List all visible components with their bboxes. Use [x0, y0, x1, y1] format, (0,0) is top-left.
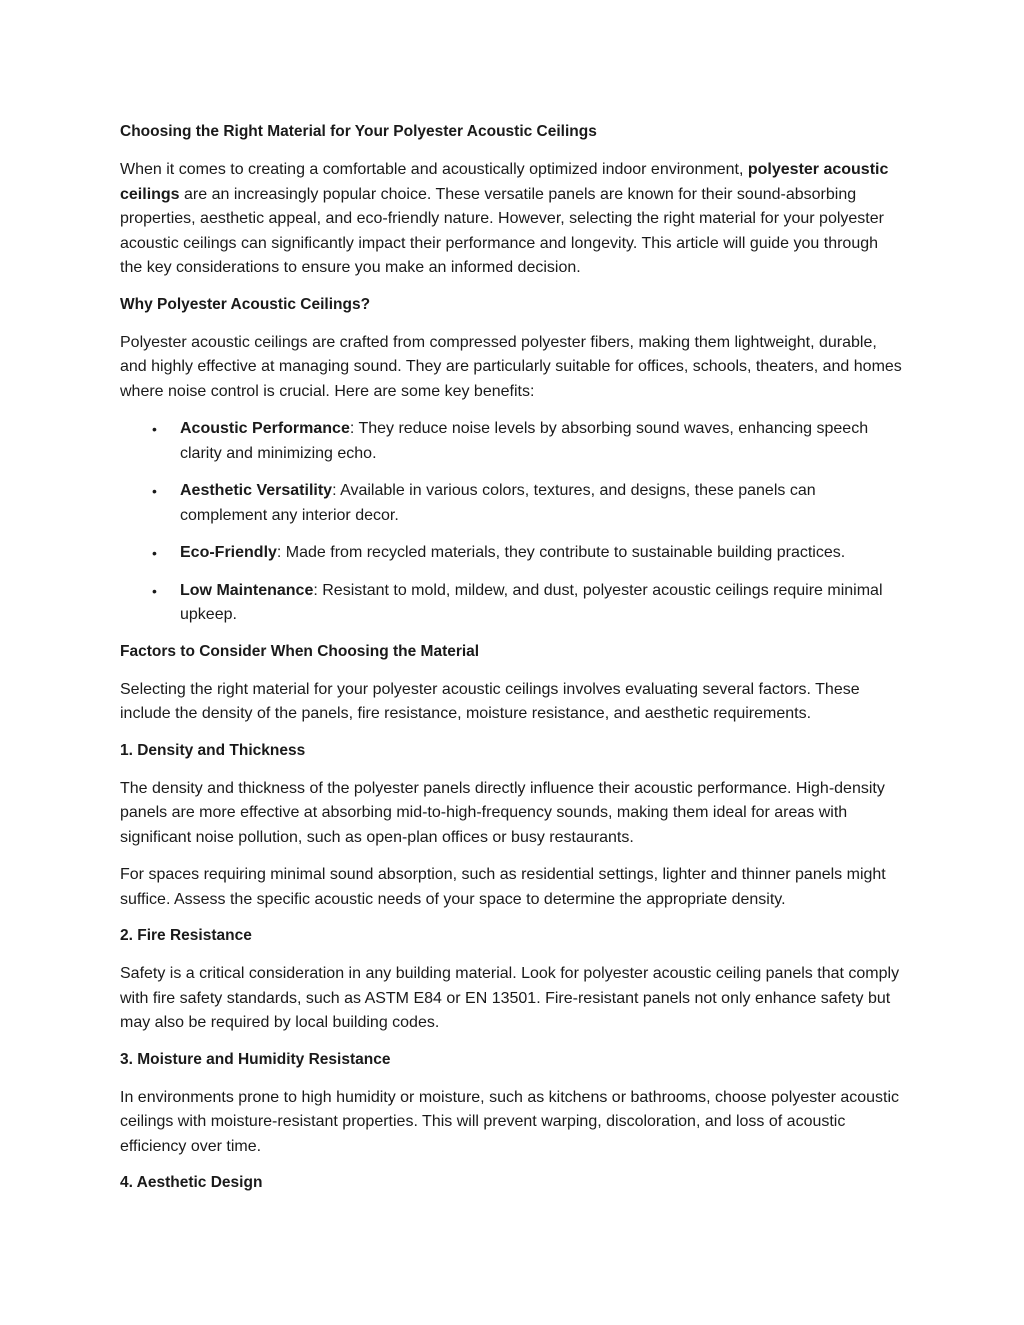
moisture-paragraph: In environments prone to high humidity or moisture, such as kitchens or bathrooms, choose polyester acoustic ceilings with moisture-resistant properties. This will prevent warping, discoloration, and loss of acoustic efficiency over time.	[120, 1088, 900, 1155]
list-item	[152, 579, 904, 628]
benefit-text: : They reduce noise levels by absorbing sound waves, enhancing speech clarity and minimizing echo.	[180, 420, 869, 462]
benefit-term: Acoustic Performance	[180, 420, 350, 437]
benefit-term: Eco-Friendly	[180, 544, 277, 561]
benefit-term: Low Maintenance	[180, 581, 314, 599]
bullet-icon: •	[152, 483, 157, 499]
aesthetic-heading: 4. Aesthetic Design	[120, 1174, 263, 1191]
bullet-icon: •	[152, 421, 157, 437]
benefit-text: : Available in various colors, textures, and designs, these panels can complement any interior decor.	[180, 482, 816, 524]
why-paragraph: Polyester acoustic ceilings are crafted from compressed polyester fibers, making them lightweight, durable, and highly effective at managing sound. They are particularly suitable for offices, schools, theaters, and homes where noise control is crucial. Here are some key benefits:	[120, 333, 902, 400]
benefits-list	[120, 417, 904, 628]
article-title: Choosing the Right Material for Your Polyester Acoustic Ceilings	[120, 123, 597, 140]
fire-paragraph: Safety is a critical consideration in any building material. Look for polyester acoustic ceiling panels that comply with fire safety standards, such as ASTM E84 or EN 13501. Fire-resistant panels not only enhance safety but may also be required by local building codes.	[120, 965, 900, 1031]
intro-text-end: are an increasingly popular choice. These versatile panels are known for their sound-absorbing properties, aesthetic appeal, and eco-friendly nature. However, selecting the right material for your polyester acoustic ceilings can significantly impact their performance and longevity. This article will guide you through the key considerations to ensure you make an informed decision.	[120, 185, 884, 276]
bullet-icon: •	[152, 545, 157, 561]
factors-heading: Factors to Consider When Choosing the Material	[120, 642, 480, 660]
moisture-heading: 3. Moisture and Humidity Resistance	[120, 1050, 391, 1068]
benefit-text: : Resistant to mold, mildew, and dust, polyester acoustic ceilings require minimal upkeep.	[180, 581, 883, 623]
fire-heading: 2. Fire Resistance	[120, 927, 252, 944]
density-paragraph-2: For spaces requiring minimal sound absorption, such as residential settings, lighter and thinner panels might suffice. Assess the specific acoustic needs of your space to determine the appropriate density.	[120, 866, 886, 908]
benefit-term: Aesthetic Versatility	[180, 482, 333, 499]
density-heading: 1. Density and Thickness	[120, 741, 306, 759]
intro-bold-term: polyester acoustic ceilings	[120, 161, 889, 203]
bullet-icon: •	[152, 582, 157, 599]
list-item	[152, 417, 904, 466]
list-item	[152, 479, 904, 528]
benefit-text: : Made from recycled materials, they contribute to sustainable building practices.	[276, 544, 846, 561]
factors-paragraph: Selecting the right material for your polyester acoustic ceilings involves evaluating several factors. These include the density of the panels, fire resistance, moisture resistance, and aesthetic requirements.	[120, 680, 860, 722]
intro-paragraph	[120, 158, 904, 281]
intro-text-start: When it comes to creating a comfortable and acoustically optimized indoor environment,	[120, 161, 748, 178]
density-paragraph-1: The density and thickness of the polyester panels directly influence their acoustic performance. High-density panels are more effective at absorbing mid-to-high-frequency sounds, making them ideal for areas with significant noise pollution, such as open-plan offices or busy restaurants.	[120, 779, 885, 846]
why-heading: Why Polyester Acoustic Ceilings?	[120, 295, 371, 313]
list-item	[152, 541, 904, 566]
